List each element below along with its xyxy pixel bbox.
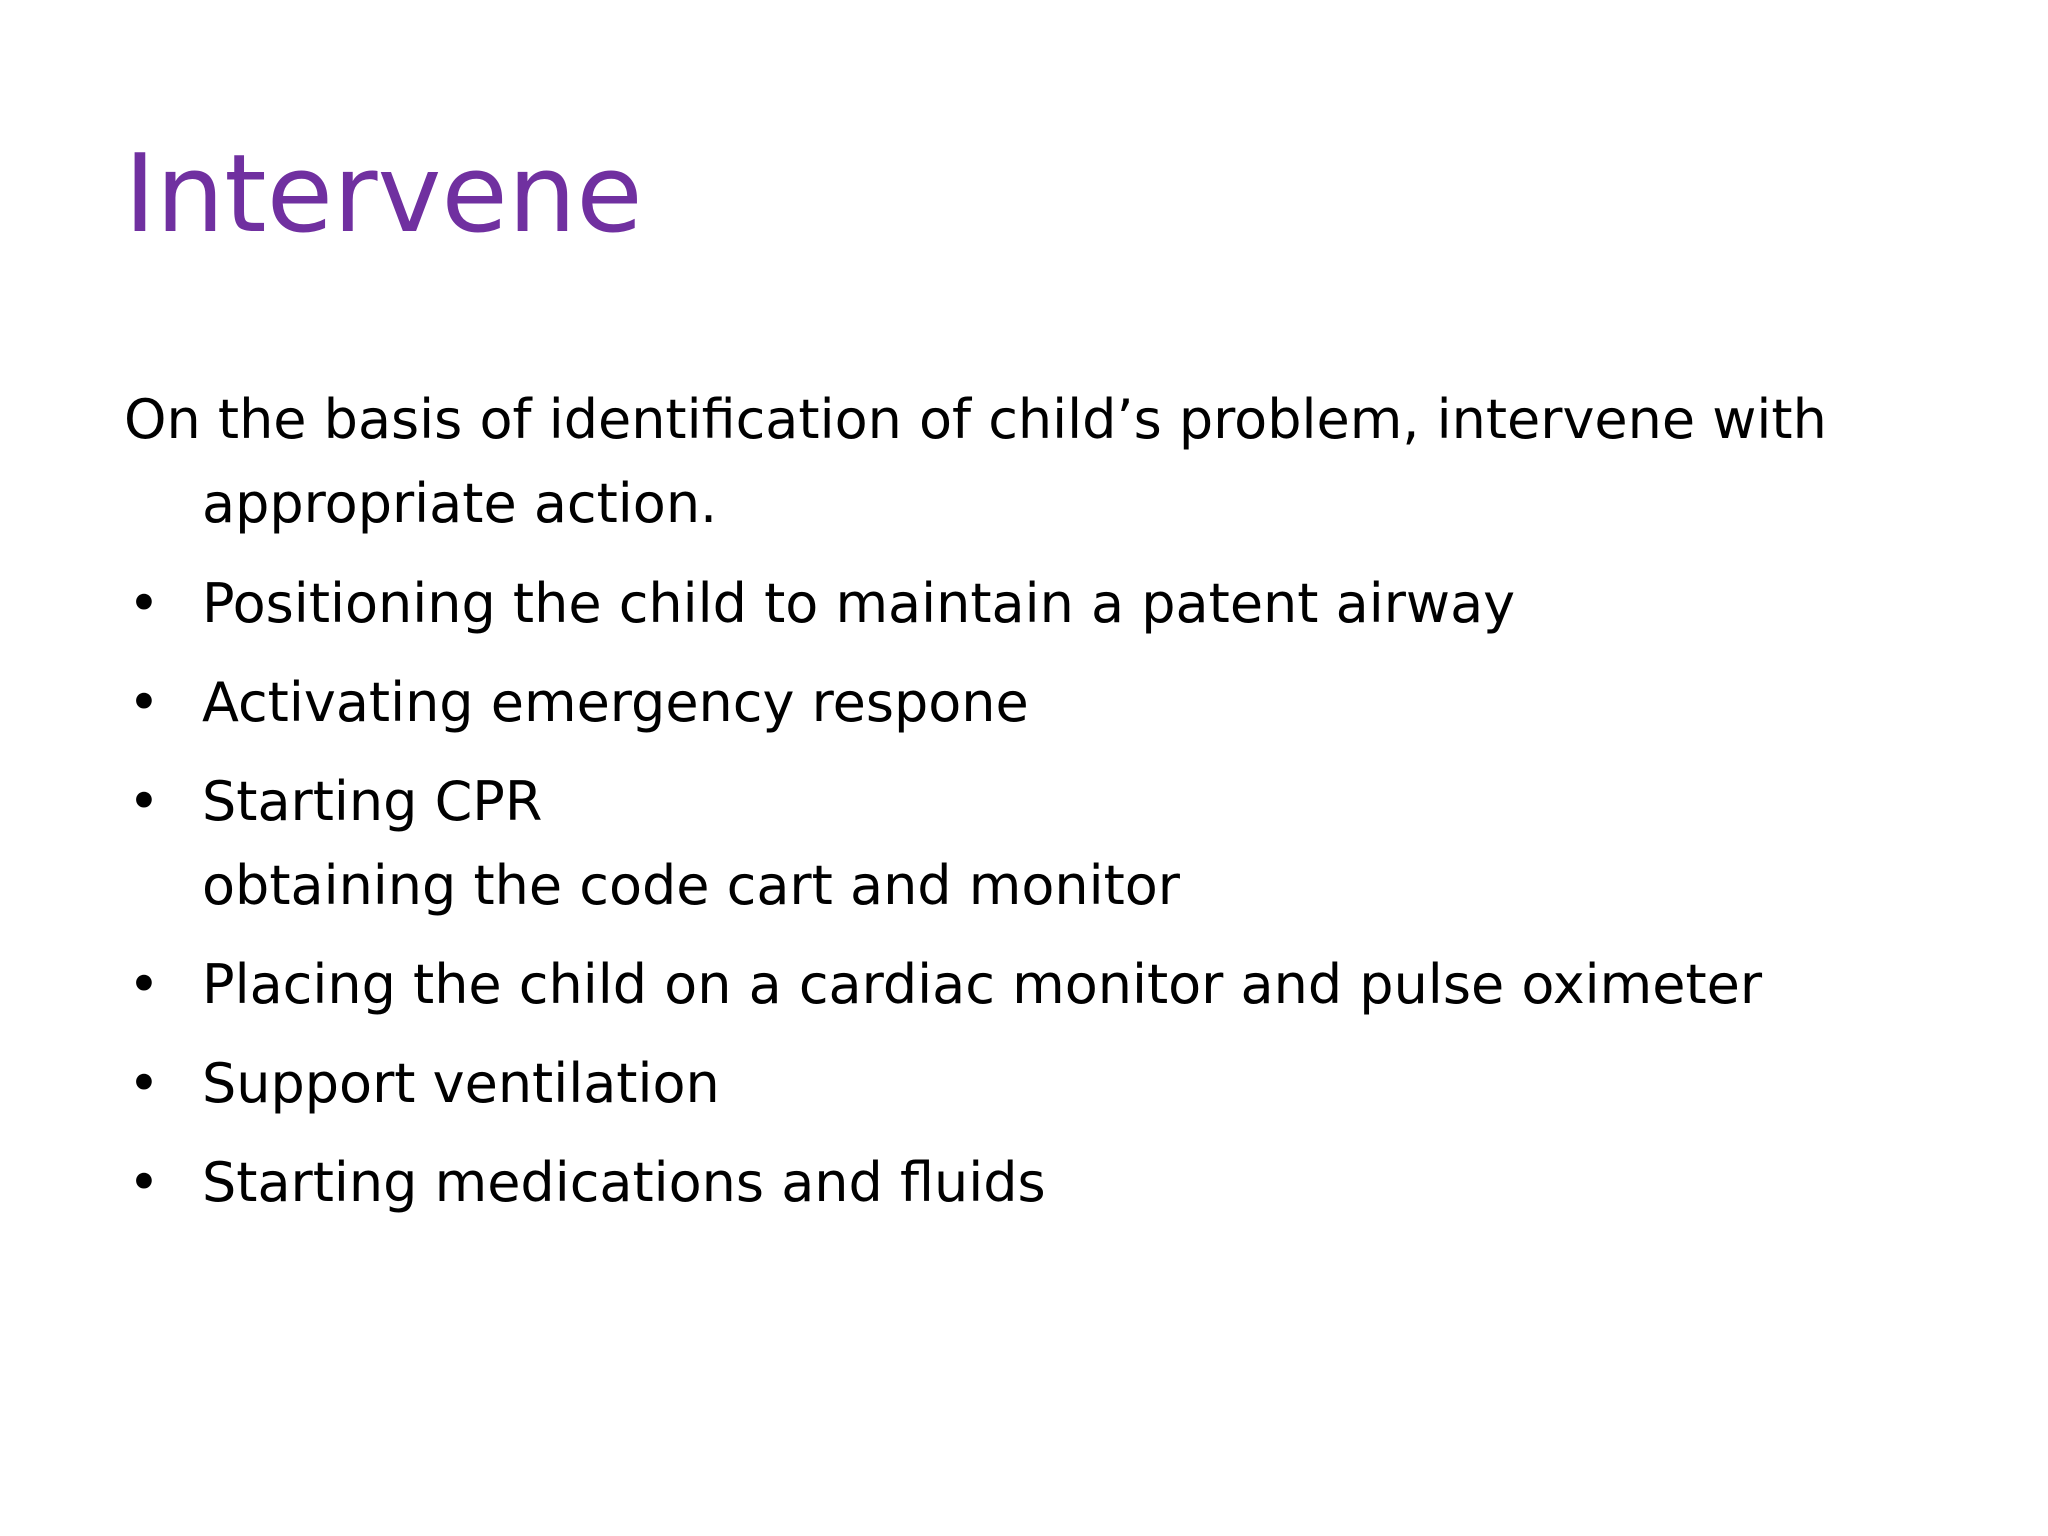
bullet-item-activating [124,661,1944,745]
bullet-text: Positioning the child to maintain a patent airway [202,572,1516,635]
bullet-text: Activating emergency respone [202,671,1029,734]
bullet-dot-icon: • [128,1151,160,1214]
bullet-dot-icon: • [128,770,160,833]
bullet-item-medications [124,1141,1944,1225]
bullet-dot-icon: • [128,671,160,734]
bullet-item-ventilation [124,1042,1944,1126]
bullet-item-monitor [124,943,1944,1027]
bullet-list [124,562,1944,1225]
bullet-text: Placing the child on a cardiac monitor and pulse oximeter [202,953,1763,1016]
intro-paragraph: On the basis of identification of child’s problem, intervene with appropriate action. [124,388,1827,535]
bullet-text: Support ventilation [202,1052,720,1115]
bullet-text: Starting medications and fluids [202,1151,1046,1214]
slide-body [124,378,1944,1240]
bullet-dot-icon: • [128,953,160,1016]
bullet-text-continuation: obtaining the code cart and monitor [202,854,1181,917]
bullet-text: Starting CPR [202,770,543,833]
bullet-dot-icon: • [128,1052,160,1115]
bullet-item-cpr [124,760,1944,928]
bullet-item-positioning [124,562,1944,646]
slide-title: Intervene [124,132,643,257]
bullet-dot-icon: • [128,572,160,635]
